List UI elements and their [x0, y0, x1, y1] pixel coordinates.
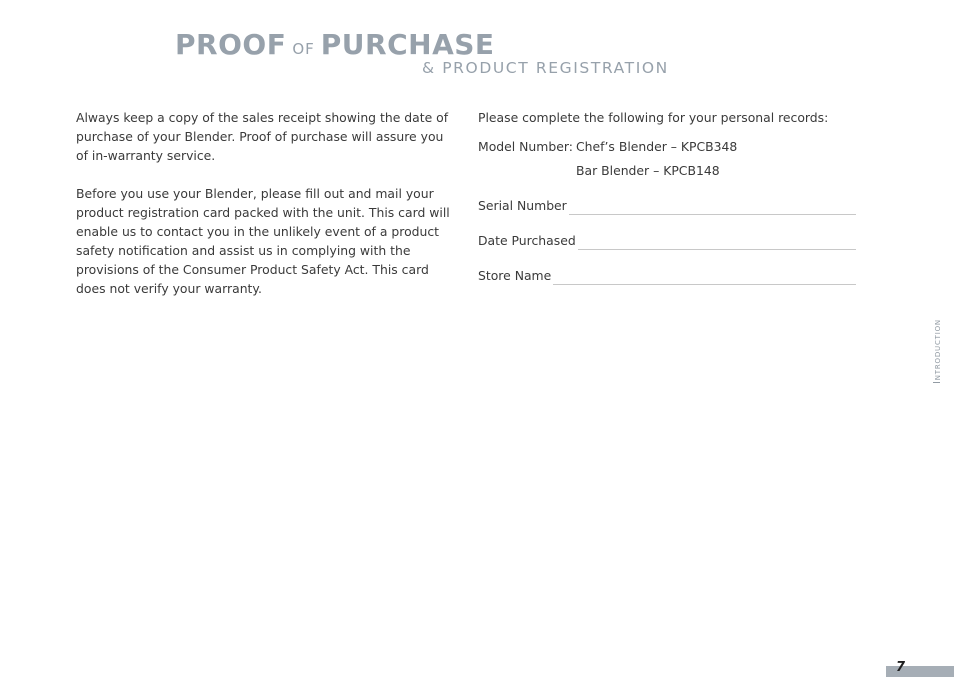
date-purchased-label: Date Purchased — [478, 233, 576, 248]
title-of: OF — [292, 40, 315, 58]
page-title — [175, 28, 495, 61]
left-column — [76, 108, 458, 317]
title-purchase: PURCHASE — [320, 28, 495, 61]
store-name-field — [478, 266, 856, 285]
records-intro: Please complete the following for your personal records: — [478, 110, 829, 125]
section-tab-introduction: Introduction — [932, 319, 943, 384]
model-number-label: Model Number: — [478, 139, 573, 154]
store-name-label: Store Name — [478, 268, 552, 283]
right-column — [478, 108, 856, 283]
model-bar-blender: Bar Blender – KPCB148 — [576, 163, 720, 178]
page-number: 7 — [896, 660, 906, 675]
date-purchased-field — [478, 231, 856, 250]
model-chefs-blender: Chef’s Blender – KPCB348 — [576, 139, 738, 154]
serial-number-field — [478, 196, 856, 215]
registration-paragraph: Before you use your Blender, please fill out and mail your product registration card packed with the unit. This card will enable us to contact you in the unlikely event of a product safety notification and assist us in complying with the provisions of the Consumer Product Safety Act. This card does not verify your warranty. — [76, 186, 450, 296]
date-purchased-line — [578, 235, 856, 250]
title-proof: PROOF — [175, 28, 287, 61]
page-subtitle: & PRODUCT REGISTRATION — [422, 59, 669, 77]
receipt-paragraph: Always keep a copy of the sales receipt showing the date of purchase of your Blender. Proof of purchase will assure you of in-warranty service. — [76, 110, 449, 163]
serial-number-line — [569, 200, 856, 215]
store-name-line — [553, 270, 856, 285]
serial-number-label: Serial Number — [478, 198, 567, 213]
